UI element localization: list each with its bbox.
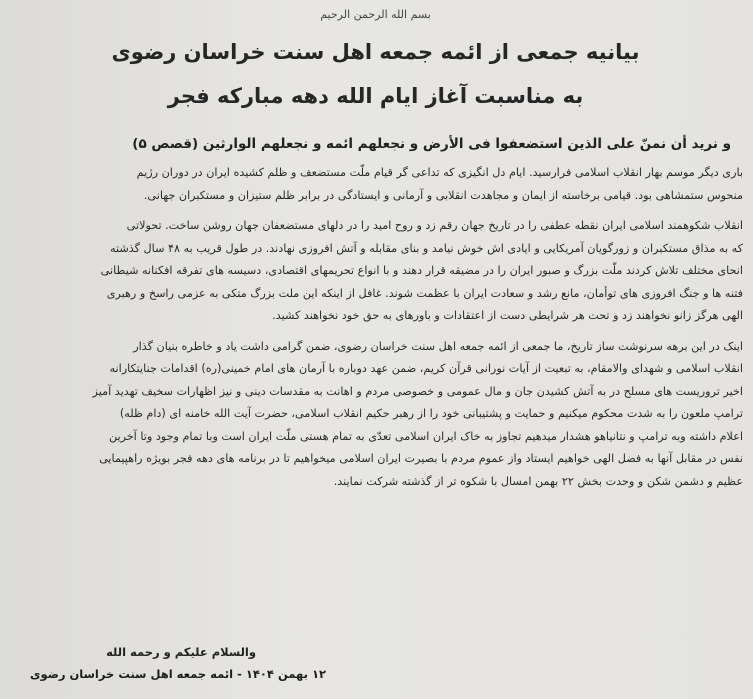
paragraph-line: فتنه ها و جنگ افروزی های توأمان، مانع رشد و سعادت ایران با عظمت شوند. غافل از اینکه این ملت بزرگ متکی به عزمی راسخ و رهبری <box>106 286 743 300</box>
basmala: بسم الله الرحمن الرحیم <box>320 8 431 21</box>
paragraph-line: اخیر تروریست های مسلح در به آتش کشیدن جان و مال عمومی و خصوصی مردم و اهانت به مقدسات دینی و نیز اظهارات سخیف تهدید آمیز <box>92 384 743 398</box>
statement-title: بیانیه جمعی از ائمه جمعه اهل سنت خراسان رضوی <box>111 40 640 64</box>
paragraph-line: منحوس ستمشاهی بود. قیامی برخاسته از ایمان و مجاهدت انقلابی و آرمانی و ایستادگی در برابر ظلم ستیزان و مستکبران جهانی. <box>143 188 743 202</box>
paragraph-line: اعلام داشته وبه ترامپ و نتانیاهو هشدار میدهیم تجاوز به خاک ایران اسلامی تعدّی به تمام هستی ملّت ایران است وبا تمام وجود وتا آخرین <box>108 429 743 443</box>
paragraph-line: که به مذاق مستکبران و زورگویان آمریکایی و ایادی اش خوش نیامد و بنای مقابله و آتش افروزی نهادند. در طول قریب به ۴۸ سال گذشته <box>110 241 743 255</box>
paragraph-1 <box>8 162 743 207</box>
paragraph-line: باری دیگر موسم بهار انقلاب اسلامی فرارسید. ایام دل انگیزی که تداعی گر قیام ملّت مستضعف و ظلم کشیده ایران در دوران رژیم <box>136 166 743 179</box>
quran-verse: و نرید أن نمنّ علی الذین استضعفوا فی الأرض و نجعلهم ائمه و نجعلهم الوارثین (قصص ۵) <box>132 136 731 152</box>
signature-line: ۱۲ بهمن ۱۴۰۴ - ائمه جمعه اهل سنت خراسان رضوی <box>30 667 326 681</box>
paragraph-3 <box>8 336 743 494</box>
paragraph-line: انحای مختلف تلاش کردند ملّت بزرگ و صبور ایران را در مضیقه قرار دهند و با انواع تحریمهای اقتصادی، دسیسه های تفرقه افکنانه شیطانی <box>100 264 743 277</box>
signature-block <box>30 631 326 685</box>
paragraph-line: انقلاب اسلامی و شهدای والامقام، به تبعیت از آیات نورانی قرآن کریم، ضمن عهد دوباره با آرمان های امام خمینی(ره) اقدامات جنایتکارانه <box>109 362 743 375</box>
paragraph-line: عظیم و دشمن شکن و وحدت بخش ۲۲ بهمن امسال با شکوه تر از گذشته شرکت نمایند. <box>333 474 743 488</box>
statement-subtitle: به مناسبت آغاز ایام الله دهه مبارکه فجر <box>167 84 584 108</box>
closing-salutation: والسلام علیکم و رحمه الله <box>106 645 256 659</box>
paragraph-line: ترامپ ملعون را به شدت محکوم میکنیم و حمایت و پشتیبانی خود را از رهبر حکیم انقلاب اسلامی، حضرت آیت الله خامنه ای (دام ظله) <box>119 407 743 420</box>
paragraph-line: انقلاب شکوهمند اسلامی ایران نقطه عطفی را در تاریخ جهان رقم زد و روح امید را در دلهای مستضعفان جهان روشن ساخت. تحولاتی <box>126 219 743 232</box>
paragraph-2 <box>8 215 743 328</box>
paragraph-line: الهی هرگز زانو نخواهند زد و تحت هر شرایطی دست از اعتقادات و باورهای به حق خود نخواهند کشید. <box>272 309 743 322</box>
paragraph-line: اینک در این برهه سرنوشت ساز تاریخ، ما جمعی از ائمه جمعه اهل سنت خراسان رضوی، ضمن گرامی داشت یاد و خاطره بنیان گذار <box>133 339 743 353</box>
paragraph-line: نفس در مقابل آنها به فضل الهی خواهیم ایستاد واز عموم مردم با بصیرت ایران اسلامی میخواهیم تا در برنامه های دهه فجر بویژه راهپیمایی <box>99 452 743 465</box>
